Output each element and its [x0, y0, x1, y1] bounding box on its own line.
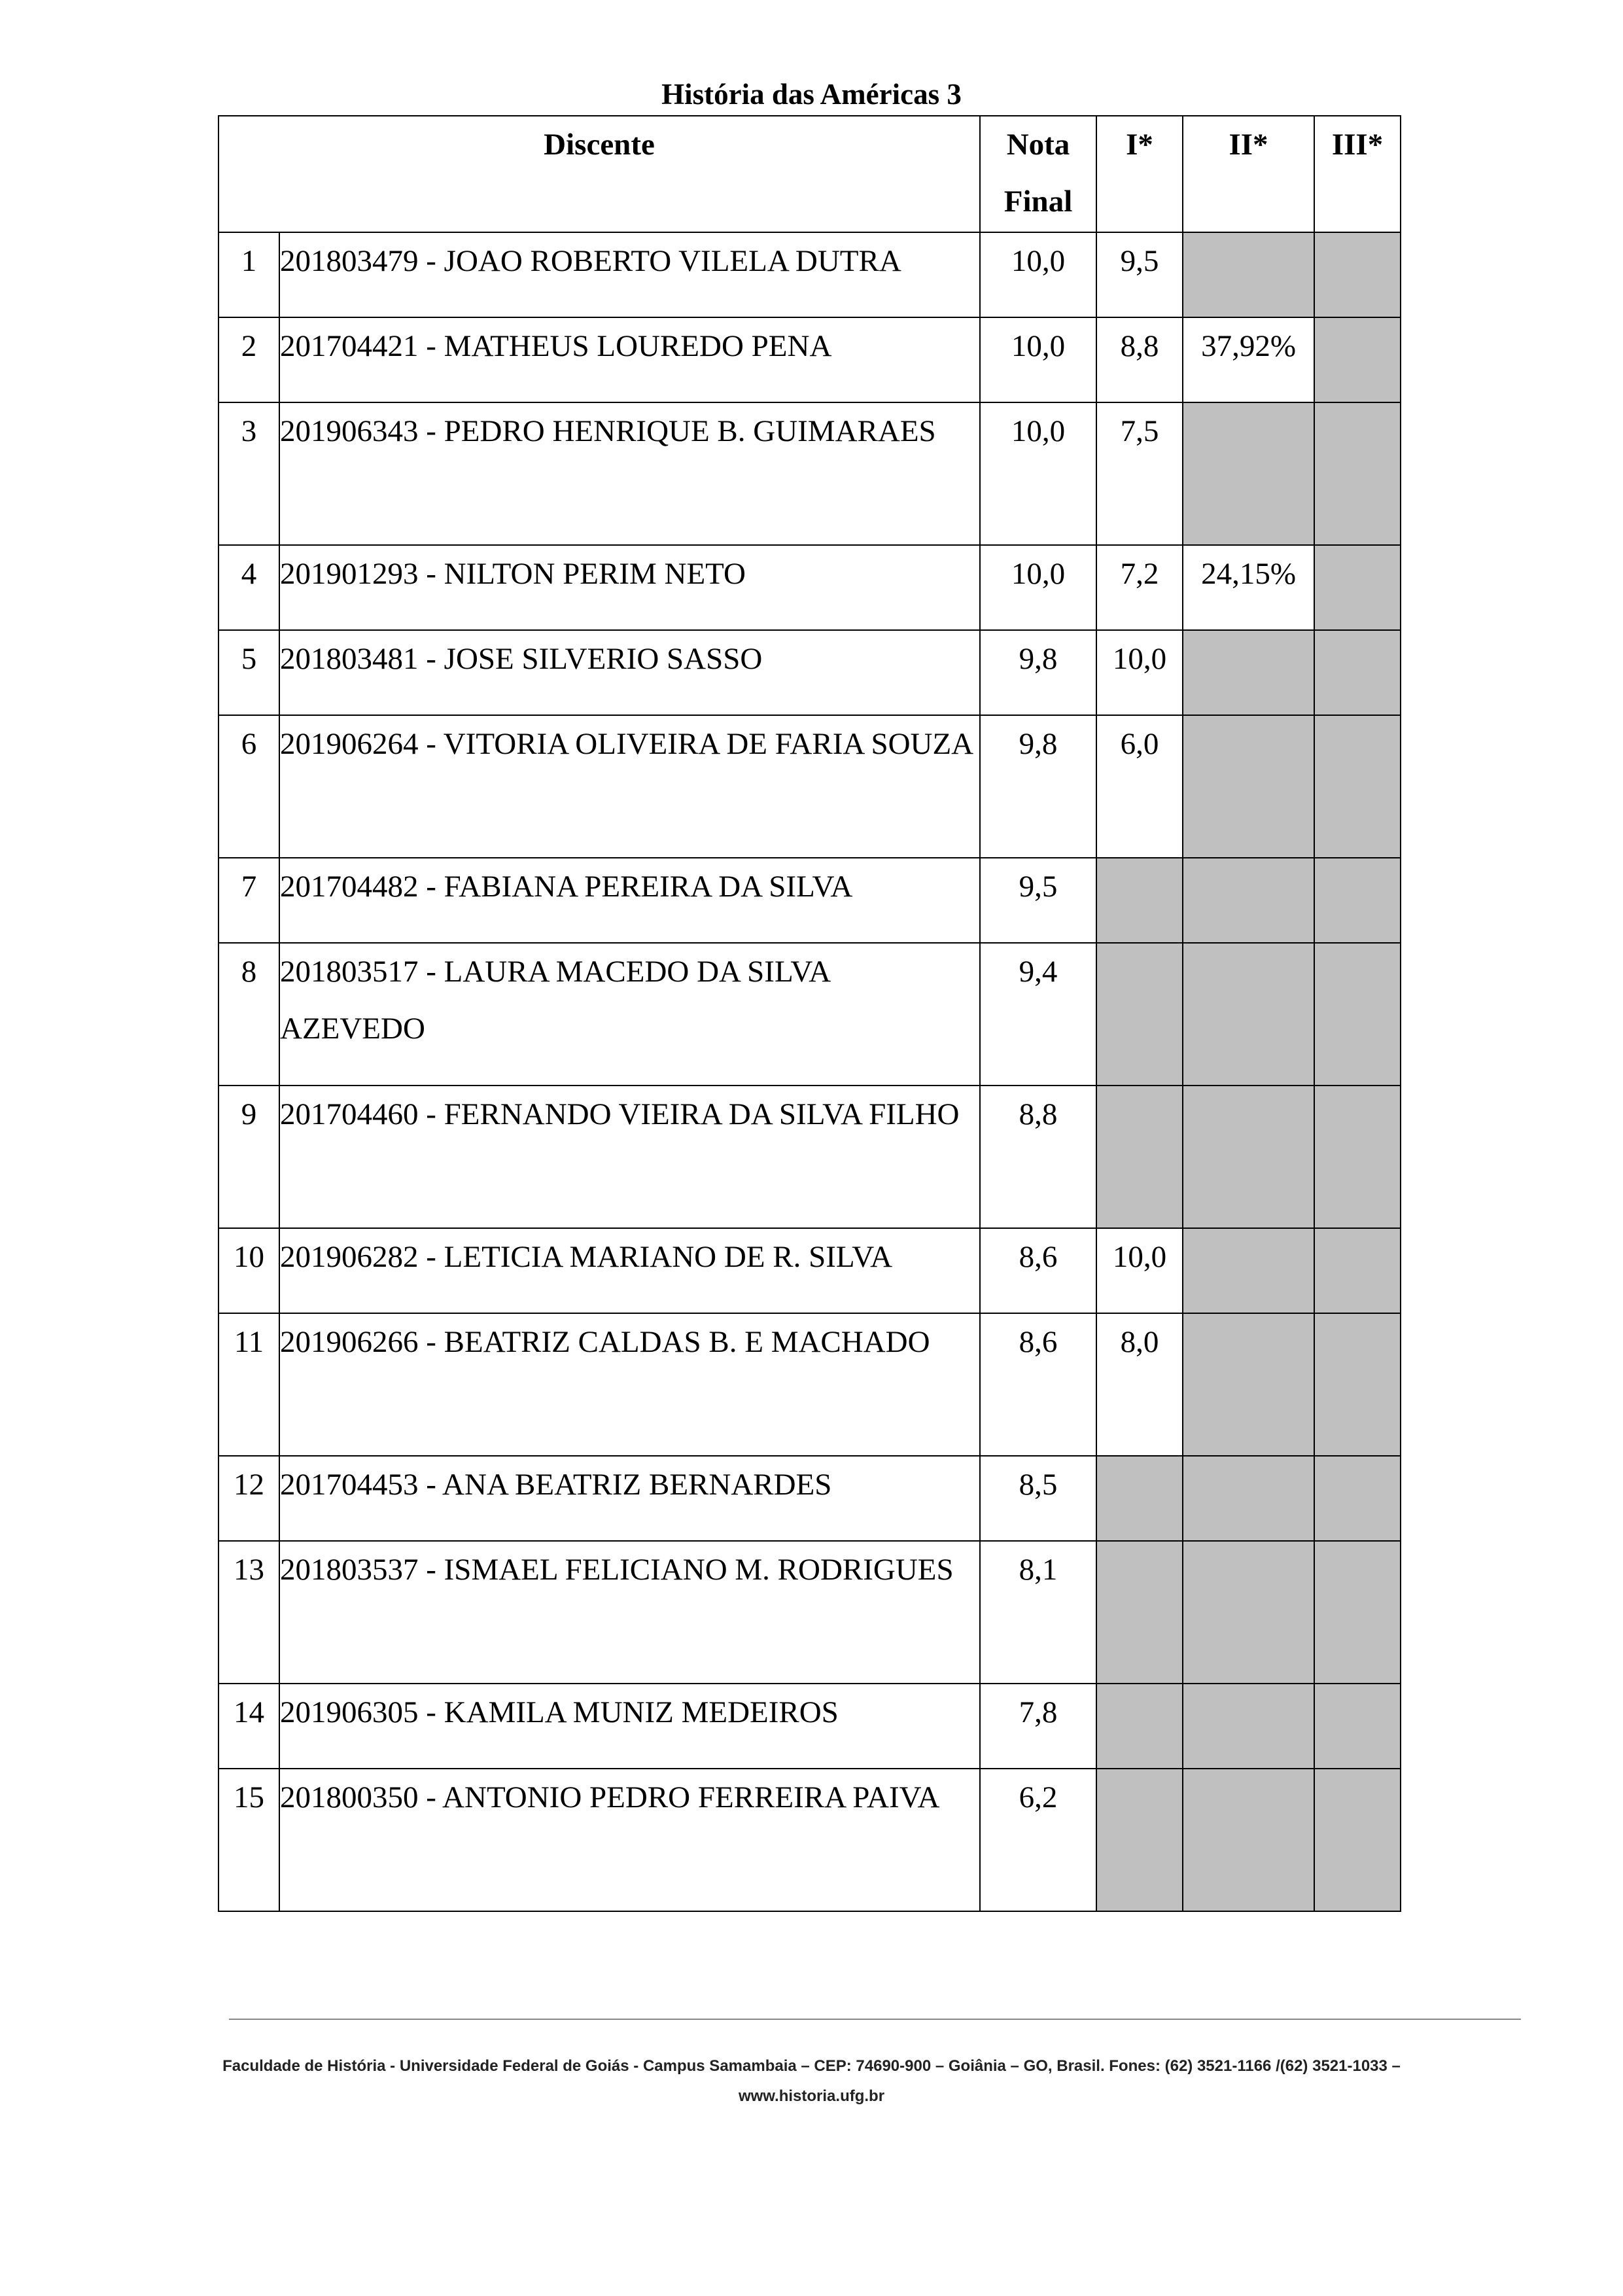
student-name: 201800350 - ANTONIO PEDRO FERREIRA PAIVA	[279, 1769, 980, 1911]
student-name: 201803481 - JOSE SILVERIO SASSO	[279, 630, 980, 715]
col-ii-cell	[1183, 1769, 1314, 1911]
row-number: 10	[218, 1228, 279, 1313]
col-iii-cell	[1314, 1769, 1401, 1911]
student-name: 201704460 - FERNANDO VIEIRA DA SILVA FILHO	[279, 1086, 980, 1228]
table-header-row	[218, 116, 1401, 232]
nota-final-cell: 8,6	[980, 1228, 1096, 1313]
header-nota-final	[980, 116, 1096, 232]
student-name: 201704421 - MATHEUS LOUREDO PENA	[279, 317, 980, 402]
nota-final-cell: 10,0	[980, 402, 1096, 545]
student-name: 201906305 - KAMILA MUNIZ MEDEIROS	[279, 1684, 980, 1769]
col-i-cell: 7,2	[1096, 545, 1183, 630]
footer-website: www.historia.ufg.br	[738, 2087, 885, 2105]
col-ii-cell	[1183, 858, 1314, 943]
row-number: 3	[218, 402, 279, 545]
col-iii-cell	[1314, 630, 1401, 715]
col-i-cell	[1096, 1456, 1183, 1541]
col-ii-cell	[1183, 715, 1314, 858]
col-i-cell: 7,5	[1096, 402, 1183, 545]
nota-final-cell: 8,6	[980, 1313, 1096, 1456]
col-ii-cell	[1183, 1313, 1314, 1456]
row-number: 8	[218, 943, 279, 1086]
row-number: 4	[218, 545, 279, 630]
page-title: História das Américas 3	[661, 78, 962, 111]
col-iii-cell	[1314, 1228, 1401, 1313]
col-i-cell: 10,0	[1096, 1228, 1183, 1313]
col-i-cell	[1096, 943, 1183, 1086]
col-ii-cell	[1183, 1684, 1314, 1769]
col-i-cell	[1096, 1769, 1183, 1911]
table-row	[218, 1228, 1401, 1313]
table-row	[218, 317, 1401, 402]
nota-final-cell: 8,1	[980, 1541, 1096, 1684]
col-iii-cell	[1314, 715, 1401, 858]
grades-table	[218, 115, 1401, 1912]
header-discente: Discente	[218, 116, 980, 232]
row-number: 2	[218, 317, 279, 402]
student-name: 201901293 - NILTON PERIM NETO	[279, 545, 980, 630]
row-number: 7	[218, 858, 279, 943]
table-row	[218, 1086, 1401, 1228]
table-row	[218, 630, 1401, 715]
student-name: 201704482 - FABIANA PEREIRA DA SILVA	[279, 858, 980, 943]
table-row	[218, 1456, 1401, 1541]
nota-final-cell: 7,8	[980, 1684, 1096, 1769]
col-i-cell	[1096, 1541, 1183, 1684]
nota-final-cell: 10,0	[980, 317, 1096, 402]
col-ii-cell	[1183, 1228, 1314, 1313]
table-row	[218, 858, 1401, 943]
col-iii-cell	[1314, 1086, 1401, 1228]
student-name: 201803537 - ISMAEL FELICIANO M. RODRIGUES	[279, 1541, 980, 1684]
table-row	[218, 1684, 1401, 1769]
table-row	[218, 545, 1401, 630]
row-number: 1	[218, 232, 279, 317]
footer-address: Faculdade de História - Universidade Federal de Goiás - Campus Samambaia – CEP: 74690-900 – Goiânia – GO, Brasil. Fones: (62) 3521-1166 /(62) 3521-1033 –	[222, 2057, 1401, 2075]
col-iii-cell	[1314, 858, 1401, 943]
student-name: 201906264 - VITORIA OLIVEIRA DE FARIA SOUZA	[279, 715, 980, 858]
nota-final-cell: 9,5	[980, 858, 1096, 943]
col-i-cell	[1096, 1684, 1183, 1769]
col-i-cell: 8,8	[1096, 317, 1183, 402]
col-ii-cell	[1183, 1086, 1314, 1228]
student-name: 201803517 - LAURA MACEDO DA SILVA AZEVEDO	[279, 943, 980, 1086]
col-ii-cell	[1183, 943, 1314, 1086]
col-iii-cell	[1314, 402, 1401, 545]
col-ii-cell	[1183, 1541, 1314, 1684]
col-i-cell: 8,0	[1096, 1313, 1183, 1456]
header-col-iii: III*	[1314, 116, 1401, 232]
row-number: 11	[218, 1313, 279, 1456]
col-iii-cell	[1314, 545, 1401, 630]
col-ii-cell	[1183, 630, 1314, 715]
nota-final-cell: 9,4	[980, 943, 1096, 1086]
col-i-cell: 6,0	[1096, 715, 1183, 858]
footer-divider	[229, 2019, 1521, 2020]
row-number: 13	[218, 1541, 279, 1684]
col-ii-cell	[1183, 232, 1314, 317]
table-row	[218, 943, 1401, 1086]
nota-final-cell: 6,2	[980, 1769, 1096, 1911]
student-name: 201704453 - ANA BEATRIZ BERNARDES	[279, 1456, 980, 1541]
row-number: 12	[218, 1456, 279, 1541]
nota-final-cell: 10,0	[980, 232, 1096, 317]
col-i-cell: 10,0	[1096, 630, 1183, 715]
col-iii-cell	[1314, 943, 1401, 1086]
table-row	[218, 232, 1401, 317]
nota-final-cell: 9,8	[980, 630, 1096, 715]
col-iii-cell	[1314, 1313, 1401, 1456]
col-iii-cell	[1314, 1684, 1401, 1769]
nota-final-cell: 8,5	[980, 1456, 1096, 1541]
col-iii-cell	[1314, 1456, 1401, 1541]
student-name: 201906266 - BEATRIZ CALDAS B. E MACHADO	[279, 1313, 980, 1456]
header-nota-line2: Final	[1003, 185, 1073, 219]
header-nota-line1: Nota	[1006, 128, 1070, 162]
table-row	[218, 715, 1401, 858]
col-i-cell	[1096, 1086, 1183, 1228]
header-col-i: I*	[1096, 116, 1183, 232]
row-number: 14	[218, 1684, 279, 1769]
col-ii-cell	[1183, 1456, 1314, 1541]
row-number: 6	[218, 715, 279, 858]
nota-final-cell: 8,8	[980, 1086, 1096, 1228]
row-number: 15	[218, 1769, 279, 1911]
col-ii-cell: 37,92%	[1183, 317, 1314, 402]
student-name: 201906282 - LETICIA MARIANO DE R. SILVA	[279, 1228, 980, 1313]
col-i-cell: 9,5	[1096, 232, 1183, 317]
nota-final-cell: 10,0	[980, 545, 1096, 630]
col-iii-cell	[1314, 317, 1401, 402]
nota-final-cell: 9,8	[980, 715, 1096, 858]
col-ii-cell	[1183, 402, 1314, 545]
row-number: 5	[218, 630, 279, 715]
col-i-cell	[1096, 858, 1183, 943]
col-iii-cell	[1314, 232, 1401, 317]
row-number: 9	[218, 1086, 279, 1228]
student-name: 201906343 - PEDRO HENRIQUE B. GUIMARAES	[279, 402, 980, 545]
col-ii-cell: 24,15%	[1183, 545, 1314, 630]
student-name: 201803479 - JOAO ROBERTO VILELA DUTRA	[279, 232, 980, 317]
header-col-ii: II*	[1183, 116, 1314, 232]
table-row	[218, 402, 1401, 545]
table-row	[218, 1541, 1401, 1684]
table-row	[218, 1313, 1401, 1456]
footer	[0, 2051, 1623, 2111]
col-iii-cell	[1314, 1541, 1401, 1684]
table-row	[218, 1769, 1401, 1911]
